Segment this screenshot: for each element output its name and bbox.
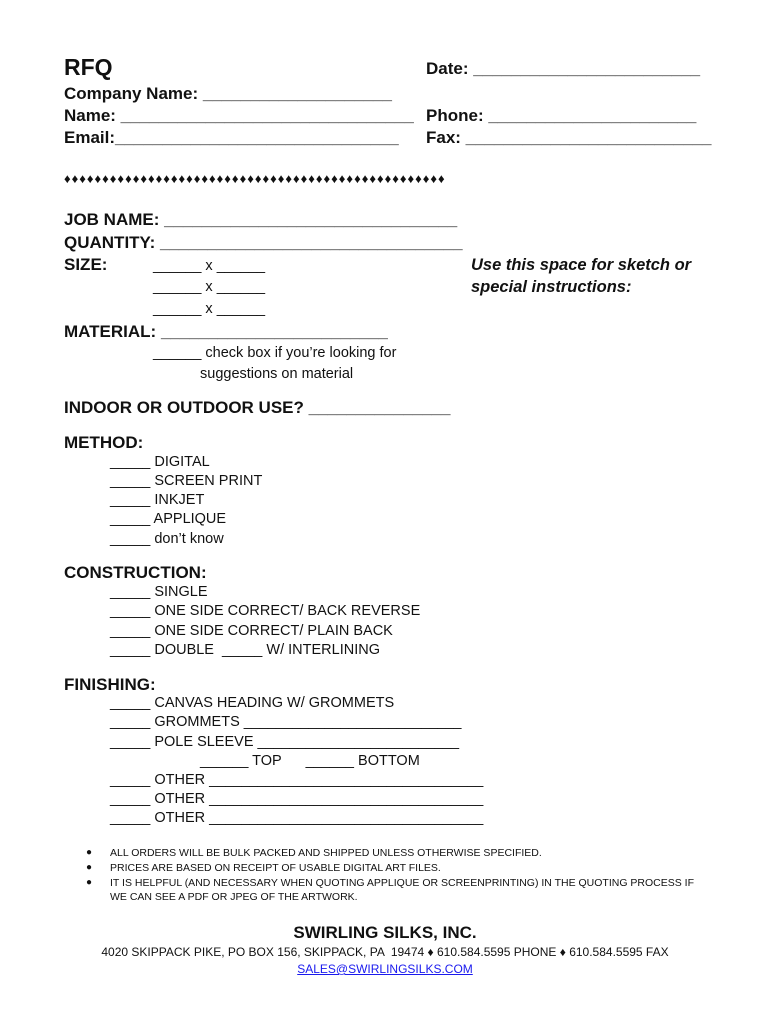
- size-row-3[interactable]: ______ x ______: [153, 301, 266, 317]
- construction-option-single[interactable]: _____ SINGLE: [110, 584, 208, 600]
- bullet-icon: ●: [86, 862, 93, 873]
- note-item: [86, 846, 710, 860]
- method-option-dont-know[interactable]: _____ don’t know: [110, 531, 224, 547]
- method-label: METHOD:: [64, 433, 144, 452]
- job-name-field[interactable]: JOB NAME: _______________________________: [64, 210, 458, 229]
- indoor-outdoor-field[interactable]: INDOOR OR OUTDOOR USE? _______________: [64, 398, 451, 417]
- phone-field[interactable]: Phone: ______________________: [426, 106, 697, 125]
- pole-sleeve-top-bottom[interactable]: ______ TOP ______ BOTTOM: [200, 753, 420, 769]
- note-item: [86, 861, 710, 875]
- footer-email-link[interactable]: SALES@SWIRLINGSILKS.COM: [297, 962, 473, 976]
- note-text: PRICES ARE BASED ON RECEIPT OF USABLE DIGITAL ART FILES.: [110, 862, 441, 874]
- finishing-option-grommets[interactable]: _____ GROMMETS ___________________________: [110, 714, 462, 730]
- note-text: ALL ORDERS WILL BE BULK PACKED AND SHIPPED UNLESS OTHERWISE SPECIFIED.: [110, 847, 542, 859]
- date-field[interactable]: Date: ________________________: [426, 59, 701, 78]
- size-row-1[interactable]: ______ x ______: [153, 258, 266, 274]
- construction-label: CONSTRUCTION:: [64, 563, 207, 582]
- bullet-icon: ●: [86, 847, 93, 858]
- method-option-screen-print[interactable]: _____ SCREEN PRINT: [110, 473, 263, 489]
- finishing-option-other-2[interactable]: _____ OTHER __________________________________: [110, 791, 484, 807]
- bullet-icon: ●: [86, 877, 93, 888]
- method-option-inkjet[interactable]: _____ INKJET: [110, 492, 205, 508]
- form-title: RFQ: [64, 54, 113, 80]
- method-option-applique[interactable]: _____ APPLIQUE: [110, 511, 227, 527]
- method-option-digital[interactable]: _____ DIGITAL: [110, 454, 210, 470]
- email-field[interactable]: Email:______________________________: [64, 128, 399, 147]
- quantity-field[interactable]: QUANTITY: ________________________________: [64, 233, 463, 252]
- note-item: [86, 876, 710, 904]
- finishing-label: FINISHING:: [64, 675, 156, 694]
- material-suggestion-text: suggestions on material: [200, 366, 354, 382]
- note-text: IT IS HELPFUL (AND NECESSARY WHEN QUOTING APPLIQUE OR SCREENPRINTING) IN THE QUOTING PROCESS IF WE CAN SEE A PDF OR JPEG OF THE ARTWORK.: [110, 877, 695, 903]
- name-field[interactable]: Name: _______________________________: [64, 106, 414, 125]
- size-row-2[interactable]: ______ x ______: [153, 279, 266, 295]
- footer-address: 4020 SKIPPACK PIKE, PO BOX 156, SKIPPACK, PA 19474 ♦ 610.584.5595 PHONE ♦ 610.584.5595 FAX: [101, 945, 669, 959]
- finishing-option-other-3[interactable]: _____ OTHER __________________________________: [110, 810, 484, 826]
- material-suggestion-checkbox[interactable]: ______ check box if you’re looking for: [153, 345, 397, 361]
- construction-option-plain-back[interactable]: _____ ONE SIDE CORRECT/ PLAIN BACK: [110, 623, 393, 639]
- material-field[interactable]: MATERIAL: ________________________: [64, 322, 388, 341]
- fax-field[interactable]: Fax: __________________________: [426, 128, 712, 147]
- construction-option-double[interactable]: _____ DOUBLE _____ W/ INTERLINING: [110, 642, 380, 658]
- footer-company-name: SWIRLING SILKS, INC.: [293, 923, 477, 942]
- finishing-option-other-1[interactable]: _____ OTHER __________________________________: [110, 772, 484, 788]
- sketch-instructions-note: Use this space for sketch or special instructions:: [471, 256, 692, 296]
- finishing-option-pole-sleeve[interactable]: _____ POLE SLEEVE _________________________: [110, 734, 460, 750]
- size-label: SIZE:: [64, 255, 108, 274]
- company-name-field[interactable]: Company Name: ____________________: [64, 84, 392, 103]
- diamond-divider: ♦♦♦♦♦♦♦♦♦♦♦♦♦♦♦♦♦♦♦♦♦♦♦♦♦♦♦♦♦♦♦♦♦♦♦♦♦♦♦♦♦♦♦♦♦♦♦♦♦♦: [64, 171, 446, 186]
- construction-option-back-reverse[interactable]: _____ ONE SIDE CORRECT/ BACK REVERSE: [110, 603, 421, 619]
- finishing-option-canvas-heading[interactable]: _____ CANVAS HEADING W/ GROMMETS: [110, 695, 395, 711]
